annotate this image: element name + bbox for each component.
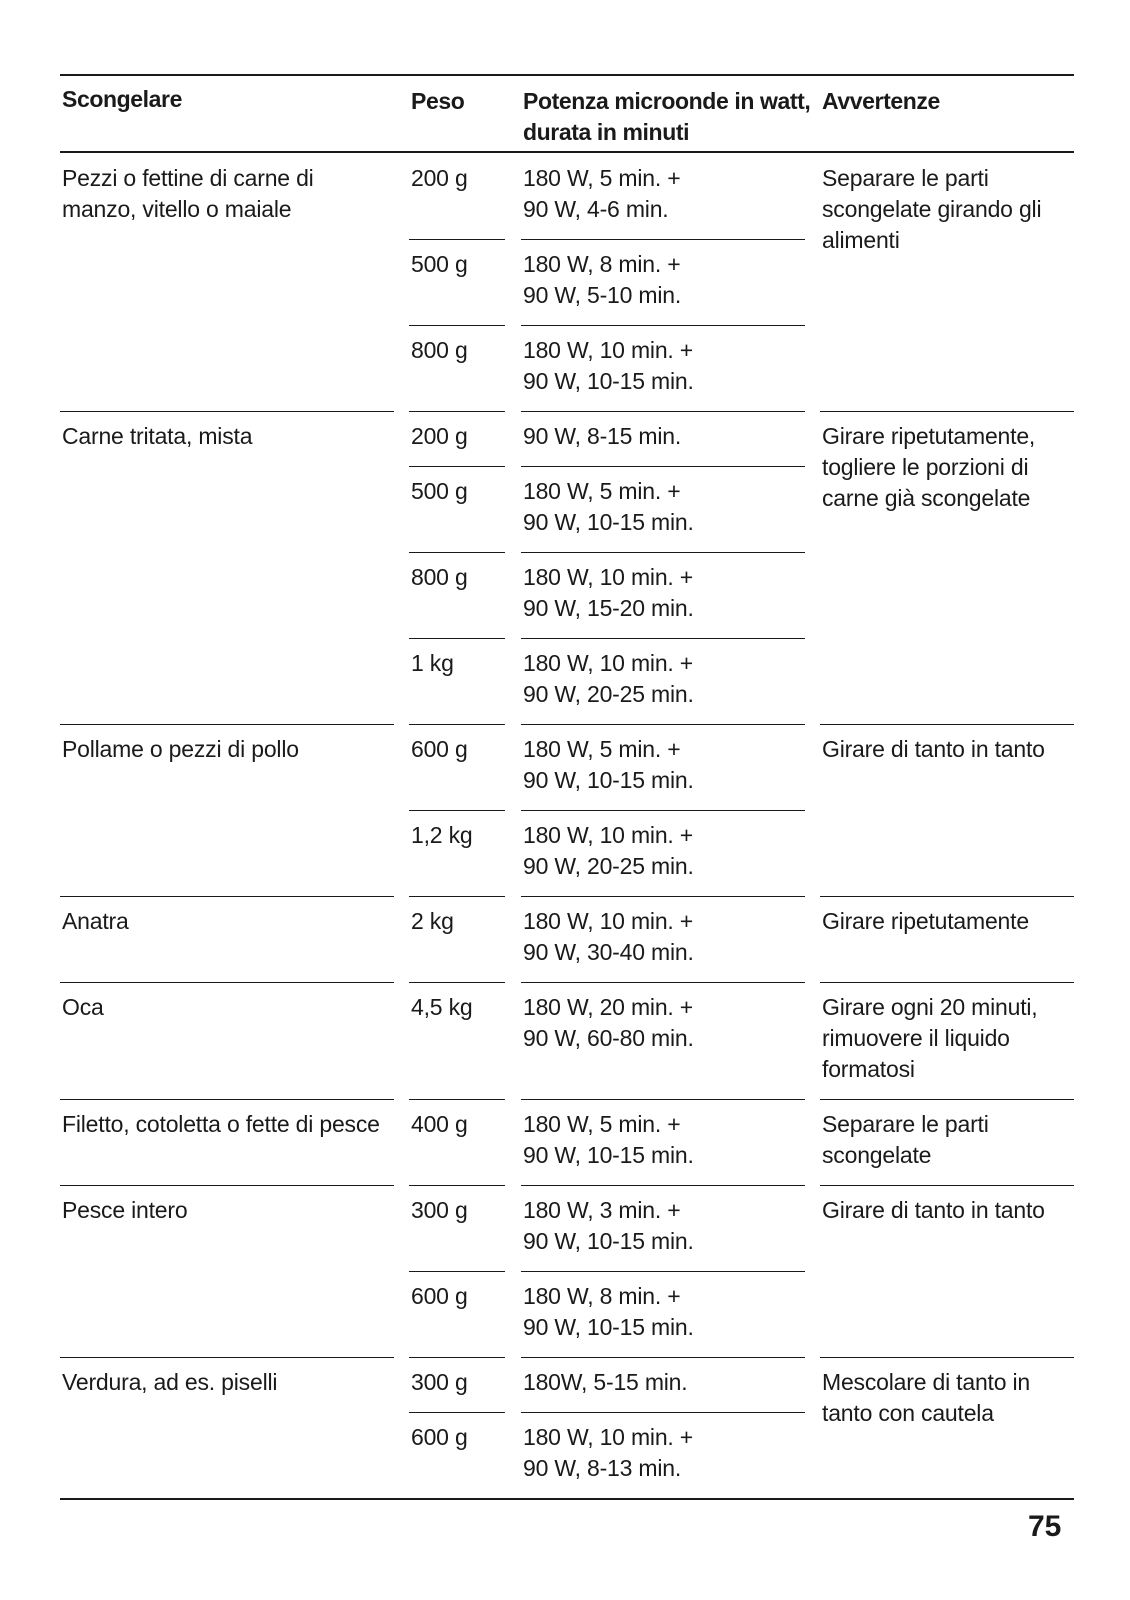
notes-cell: Separare le parti scongelate girando gli alimenti (822, 165, 1042, 253)
entry-divider (521, 638, 805, 639)
power-cell: 180 W, 5 min. + 90 W, 10-15 min. (523, 736, 694, 793)
weight-cell: 2 kg (411, 908, 454, 934)
header-power: Potenza microonde in watt, durata in minuti (523, 88, 811, 145)
entry-divider (409, 466, 505, 467)
power-cell: 180 W, 10 min. + 90 W, 30-40 min. (523, 908, 694, 965)
entry-divider (521, 239, 805, 240)
entry-divider (409, 325, 505, 326)
notes-cell: Girare di tanto in tanto (822, 736, 1045, 762)
row-divider (60, 411, 394, 412)
food-cell: Carne tritata, mista (62, 423, 253, 449)
row-divider (409, 1185, 505, 1186)
row-divider (820, 1357, 1074, 1358)
table-top-rule (60, 74, 1074, 76)
power-cell: 180 W, 8 min. + 90 W, 10-15 min. (523, 1283, 694, 1340)
notes-cell: Separare le parti scongelate (822, 1111, 989, 1168)
header-rule (60, 151, 1074, 153)
power-cell: 180W, 5-15 min. (523, 1369, 688, 1395)
power-cell: 180 W, 10 min. + 90 W, 20-25 min. (523, 822, 694, 879)
entry-divider (521, 552, 805, 553)
power-cell: 180 W, 10 min. + 90 W, 8-13 min. (523, 1424, 694, 1481)
table-bottom-rule (60, 1498, 1074, 1500)
food-cell: Pezzi o fettine di carne di manzo, vitello o maiale (62, 165, 314, 222)
weight-cell: 600 g (411, 1424, 468, 1450)
row-divider (409, 724, 505, 725)
power-cell: 90 W, 8-15 min. (523, 423, 682, 449)
weight-cell: 300 g (411, 1197, 468, 1223)
row-divider (409, 982, 505, 983)
weight-cell: 4,5 kg (411, 994, 473, 1020)
row-divider (60, 982, 394, 983)
power-cell: 180 W, 10 min. + 90 W, 15-20 min. (523, 564, 694, 621)
weight-cell: 400 g (411, 1111, 468, 1137)
row-divider (820, 1099, 1074, 1100)
entry-divider (409, 638, 505, 639)
power-cell: 180 W, 10 min. + 90 W, 10-15 min. (523, 337, 694, 394)
row-divider (409, 1099, 505, 1100)
header-weight: Peso (411, 88, 465, 114)
entry-divider (409, 239, 505, 240)
power-cell: 180 W, 10 min. + 90 W, 20-25 min. (523, 650, 694, 707)
row-divider (521, 411, 805, 412)
row-divider (60, 724, 394, 725)
weight-cell: 1,2 kg (411, 822, 473, 848)
row-divider (409, 411, 505, 412)
row-divider (820, 982, 1074, 983)
food-cell: Anatra (62, 908, 129, 934)
entry-divider (521, 810, 805, 811)
row-divider (409, 1357, 505, 1358)
entry-divider (409, 810, 505, 811)
weight-cell: 200 g (411, 165, 468, 191)
row-divider (60, 1185, 394, 1186)
power-cell: 180 W, 8 min. + 90 W, 5-10 min. (523, 251, 682, 308)
food-cell: Oca (62, 994, 104, 1020)
food-cell: Verdura, ad es. piselli (62, 1369, 278, 1395)
entry-divider (521, 466, 805, 467)
weight-cell: 600 g (411, 736, 468, 762)
weight-cell: 1 kg (411, 650, 454, 676)
power-cell: 180 W, 5 min. + 90 W, 10-15 min. (523, 1111, 694, 1168)
entry-divider (521, 325, 805, 326)
row-divider (60, 1099, 394, 1100)
header-food: Scongelare (62, 86, 182, 112)
weight-cell: 800 g (411, 564, 468, 590)
weight-cell: 500 g (411, 478, 468, 504)
row-divider (521, 982, 805, 983)
row-divider (820, 1185, 1074, 1186)
weight-cell: 300 g (411, 1369, 468, 1395)
notes-cell: Girare ripetutamente (822, 908, 1029, 934)
row-divider (60, 896, 394, 897)
notes-cell: Mescolare di tanto in tanto con cautela (822, 1369, 1031, 1426)
power-cell: 180 W, 3 min. + 90 W, 10-15 min. (523, 1197, 694, 1254)
page-number: 75 (1028, 1510, 1062, 1543)
power-cell: 180 W, 5 min. + 90 W, 4-6 min. (523, 165, 681, 222)
row-divider (409, 896, 505, 897)
notes-cell: Girare ogni 20 minuti, rimuovere il liquido formatosi (822, 994, 1038, 1082)
food-cell: Filetto, cotoletta o fette di pesce (62, 1111, 380, 1137)
row-divider (521, 1099, 805, 1100)
row-divider (521, 1357, 805, 1358)
row-divider (521, 1185, 805, 1186)
power-cell: 180 W, 20 min. + 90 W, 60-80 min. (523, 994, 694, 1051)
entry-divider (409, 1271, 505, 1272)
entry-divider (521, 1271, 805, 1272)
weight-cell: 200 g (411, 423, 468, 449)
row-divider (60, 1357, 394, 1358)
power-cell: 180 W, 5 min. + 90 W, 10-15 min. (523, 478, 694, 535)
food-cell: Pesce intero (62, 1197, 188, 1223)
weight-cell: 800 g (411, 337, 468, 363)
header-notes: Avvertenze (822, 88, 940, 114)
entry-divider (521, 1412, 805, 1413)
weight-cell: 500 g (411, 251, 468, 277)
entry-divider (409, 1412, 505, 1413)
notes-cell: Girare ripetutamente, togliere le porzioni di carne già scongelate (822, 423, 1036, 511)
row-divider (820, 896, 1074, 897)
entry-divider (409, 552, 505, 553)
notes-cell: Girare di tanto in tanto (822, 1197, 1045, 1223)
row-divider (521, 724, 805, 725)
weight-cell: 600 g (411, 1283, 468, 1309)
food-cell: Pollame o pezzi di pollo (62, 736, 299, 762)
row-divider (521, 896, 805, 897)
row-divider (820, 724, 1074, 725)
row-divider (820, 411, 1074, 412)
